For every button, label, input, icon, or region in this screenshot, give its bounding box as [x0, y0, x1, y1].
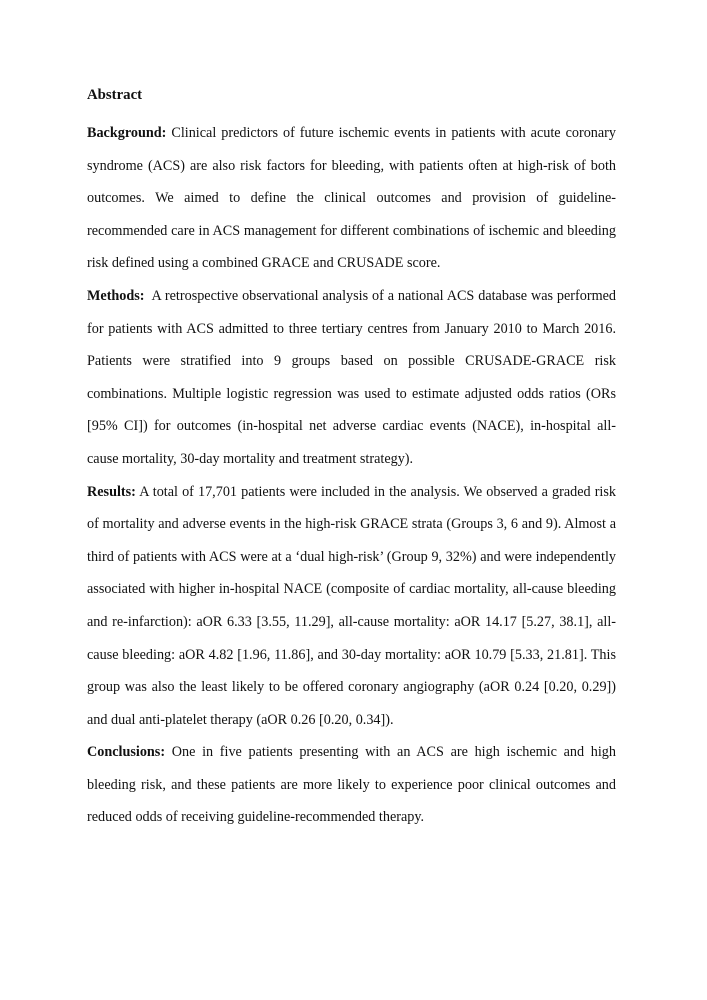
background-text: Clinical predictors of future ischemic events in patients with acute coronary syndrome (ACS) are also risk factors for bleeding, with patients often at high-risk of both outcomes. We aimed to define the clinical outcomes and provision of guideline-recommended care in ACS management for different combinations of ischemic and bleeding risk defined using a combined GRACE and CRUSADE score. [87, 125, 616, 272]
abstract-page [87, 84, 620, 834]
results-section [87, 476, 616, 737]
results-text: A total of 17,701 patients were included in the analysis. We observed a graded risk of mortality and adverse events in the high-risk GRACE strata (Groups 3, 6 and 9). Almost a third of patients with ACS were at a ‘dual high-risk’ (Group 9, 32%) and were independently associated with higher in-hospital NACE (composite of cardiac mortality, all-cause bleeding and re-infarction): aOR 6.33 [3.55, 11.29], all-cause mortality: aOR 14.17 [5.27, 38.1], all-cause bleeding: aOR 4.82 [1.96, 11.86], and 30-day mortality: aOR 10.79 [5.33, 21.81]. This group was also the least likely to be offered coronary angiography (aOR 0.24 [0.20, 0.29]) and dual anti-platelet therapy (aOR 0.26 [0.20, 0.34]). [87, 483, 616, 728]
methods-text: A retrospective observational analysis of a national ACS database was performed for patients with ACS admitted to three tertiary centres from January 2010 to March 2016. Patients were stratified into 9 groups based on possible CRUSADE-GRACE risk combinations. Multiple logistic regression was used to estimate adjusted odds ratios (ORs [95% CI]) for outcomes (in-hospital net adverse cardiac events (NACE), in-hospital all-cause mortality, 30-day mortality and treatment strategy). [87, 287, 620, 467]
background-section [87, 117, 616, 280]
conclusions-text: One in five patients presenting with an ACS are high ischemic and high bleeding risk, and these patients are more likely to experience poor clinical outcomes and reduced odds of receiving guideline-recommended therapy. [87, 744, 616, 826]
abstract-heading: Abstract [87, 87, 143, 103]
methods-section [87, 280, 620, 476]
conclusions-label: Conclusions: [87, 744, 166, 761]
methods-label: Methods: [87, 287, 145, 304]
background-label: Background: [87, 125, 167, 141]
conclusions-section [87, 736, 616, 834]
results-label: Results: [87, 483, 136, 500]
